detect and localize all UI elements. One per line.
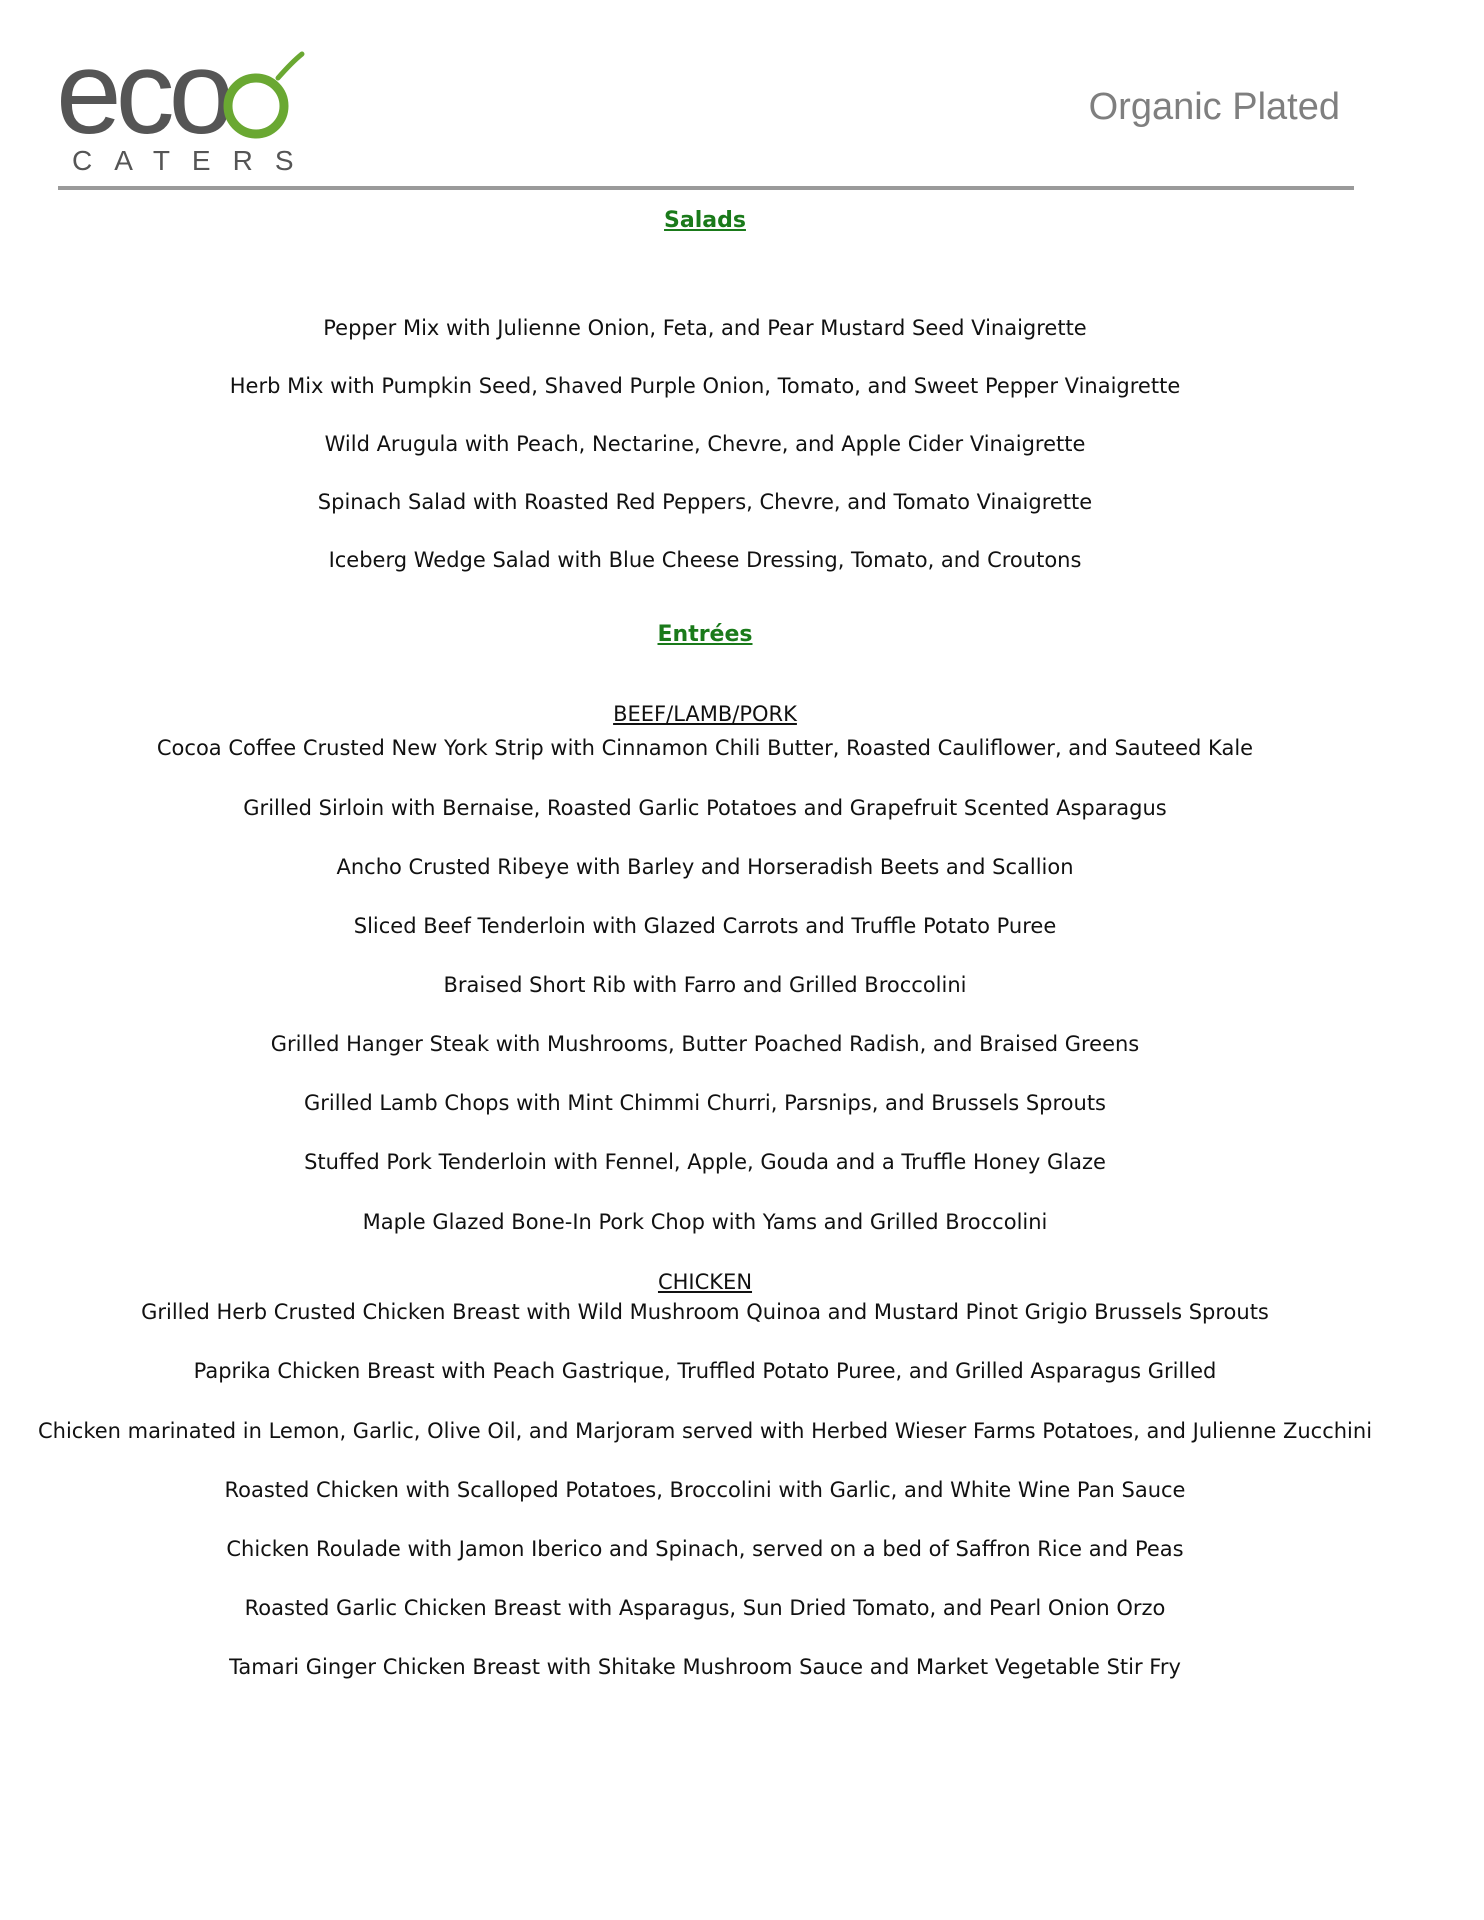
chicken-item: Tamari Ginger Chicken Breast with Shitake Mushroom Sauce and Market Vegetable Stir Fry — [229, 1655, 1181, 1679]
beef-item: Cocoa Coffee Crusted New York Strip with Cinnamon Chili Butter, Roasted Cauliflower, and Sauteed Kale — [156, 736, 1254, 760]
beef-item: Sliced Beef Tenderloin with Glazed Carrots and Truffle Potato Puree — [353, 914, 1057, 938]
beef-lamb-pork-subheading: BEEF/LAMB/PORK — [613, 702, 797, 726]
chicken-item: Chicken marinated in Lemon, Garlic, Olive Oil, and Marjoram served with Herbed Wieser Farms Potatoes, and Julienne Zucchini — [37, 1419, 1373, 1443]
beef-item: Maple Glazed Bone-In Pork Chop with Yams and Grilled Broccolini — [362, 1210, 1048, 1234]
beef-item: Stuffed Pork Tenderloin with Fennel, Apple, Gouda and a Truffle Honey Glaze — [304, 1150, 1106, 1174]
eco-caters-logo — [56, 48, 316, 178]
document-title: Organic Plated — [1088, 86, 1340, 128]
salad-item: Herb Mix with Pumpkin Seed, Shaved Purple Onion, Tomato, and Sweet Pepper Vinaigrette — [229, 374, 1181, 398]
entrees-heading: Entrées — [657, 622, 753, 647]
salad-item: Iceberg Wedge Salad with Blue Cheese Dressing, Tomato, and Croutons — [328, 548, 1082, 572]
salads-heading: Salads — [664, 208, 746, 233]
logo-subtitle: CATERS — [72, 145, 316, 176]
salad-item: Spinach Salad with Roasted Red Peppers, Chevre, and Tomato Vinaigrette — [317, 490, 1093, 514]
beef-item: Ancho Crusted Ribeye with Barley and Horseradish Beets and Scallion — [336, 855, 1074, 879]
beef-item: Grilled Hanger Steak with Mushrooms, Butter Poached Radish, and Braised Greens — [270, 1032, 1140, 1056]
chicken-item: Grilled Herb Crusted Chicken Breast with Wild Mushroom Quinoa and Mustard Pinot Grigio Brussels Sprouts — [141, 1300, 1269, 1324]
chicken-item: Chicken Roulade with Jamon Iberico and Spinach, served on a bed of Saffron Rice and Peas — [226, 1537, 1184, 1561]
chicken-item: Roasted Chicken with Scalloped Potatoes, Broccolini with Garlic, and White Wine Pan Sauce — [224, 1478, 1186, 1502]
chicken-item: Roasted Garlic Chicken Breast with Asparagus, Sun Dried Tomato, and Pearl Onion Orzo — [244, 1596, 1166, 1620]
beef-item: Grilled Sirloin with Bernaise, Roasted Garlic Potatoes and Grapefruit Scented Asparagus — [243, 796, 1167, 820]
chicken-item: Paprika Chicken Breast with Peach Gastrique, Truffled Potato Puree, and Grilled Asparagus Grilled — [193, 1359, 1217, 1383]
beef-item: Braised Short Rib with Farro and Grilled Broccolini — [443, 973, 967, 997]
salad-item: Pepper Mix with Julienne Onion, Feta, and Pear Mustard Seed Vinaigrette — [323, 316, 1087, 340]
logo-wordmark: eco — [56, 48, 229, 159]
header-divider — [58, 186, 1354, 190]
beef-item: Grilled Lamb Chops with Mint Chimmi Churri, Parsnips, and Brussels Sprouts — [303, 1091, 1106, 1115]
salad-item: Wild Arugula with Peach, Nectarine, Chevre, and Apple Cider Vinaigrette — [324, 432, 1086, 456]
chicken-subheading: CHICKEN — [657, 1270, 753, 1294]
